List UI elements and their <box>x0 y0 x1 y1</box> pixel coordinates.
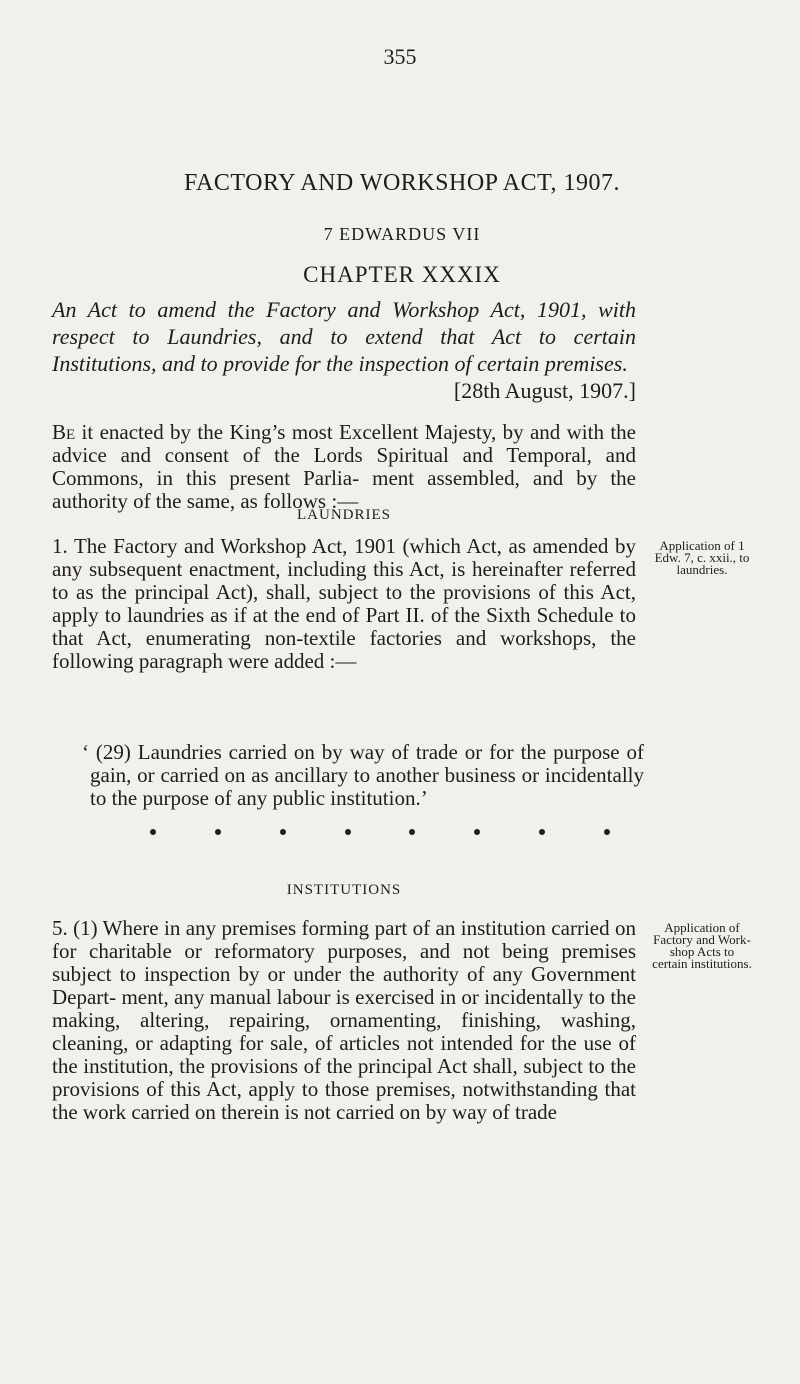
act-title: FACTORY AND WORKSHOP ACT, 1907. <box>183 170 620 196</box>
schedule-paragraph-29: ‘ (29) Laundries carried on by way of trade or for the purpose of gain, or carried on as ancillary to another business or incidentally to the purpose of any public institution.’ <box>82 740 644 810</box>
elision-dot <box>604 829 610 835</box>
assent-date: [28th August, 1907.] <box>453 378 636 403</box>
enacting-formula <box>52 421 636 513</box>
section-1-text: 1. The Factory and Workshop Act, 1901 (which Act, as amended by any subsequent enactment, including this Act, is hereinafter referred to as the principal Act), shall, subject to the provisions of this Act, apply to laundries as if at the end of Part II. of the Sixth Schedule to that Act, enumerating non-textile factories and workshops, the following paragraph were added :— <box>52 534 636 673</box>
institutions-heading: INSTITUTIONS <box>286 882 402 898</box>
elision-dots <box>150 829 610 835</box>
enacting-text: it enacted by the King’s most Excellent Majesty, by and with the advice and consent of the Lords Spiritual and Temporal, and Commons, in this present Parlia- ment assembled, and by the authority of the same, as follows :— <box>52 420 636 513</box>
long-title <box>52 296 636 404</box>
page-number: 355 <box>383 44 417 69</box>
elision-dot <box>539 829 545 835</box>
elision-dot <box>345 829 351 835</box>
elision-dot <box>215 829 221 835</box>
chapter-heading: CHAPTER XXXIX <box>303 262 501 287</box>
long-title-text: An Act to amend the Factory and Workshop Act, 1901, with respect to Laundries, and to extend that Act to certain Institutions, and to provide for the inspection of certain premises. <box>52 297 636 376</box>
section-1-side-note: Application of 1 Edw. 7, c. xxii., to laundries. <box>654 538 750 577</box>
elision-dot <box>474 829 480 835</box>
enacting-first-word: Be <box>52 420 76 444</box>
laundries-heading: LAUNDRIES <box>297 507 391 523</box>
elision-dot <box>280 829 286 835</box>
regnal-year: 7 EDWARDUS VII <box>323 224 481 244</box>
elision-dot <box>409 829 415 835</box>
section-5-side-note: Application of Factory and Work- shop Acts to certain institutions. <box>652 920 752 971</box>
elision-dot <box>150 829 156 835</box>
section-5-text: 5. (1) Where in any premises forming part of an institution carried on for charitable or reformatory purposes, and not being premises subject to inspection by or under the authority of any Government Depart- ment, any manual labour is exercised in or incidentally to the making, altering, repairing, ornamenting, finishing, washing, cleaning, or adapting for sale, of articles not intended for the use of the institution, the provisions of the principal Act shall, subject to the provisions of this Act, apply to those premises, notwithstanding that the work carried on therein is not carried on by way of trade <box>52 916 636 1124</box>
